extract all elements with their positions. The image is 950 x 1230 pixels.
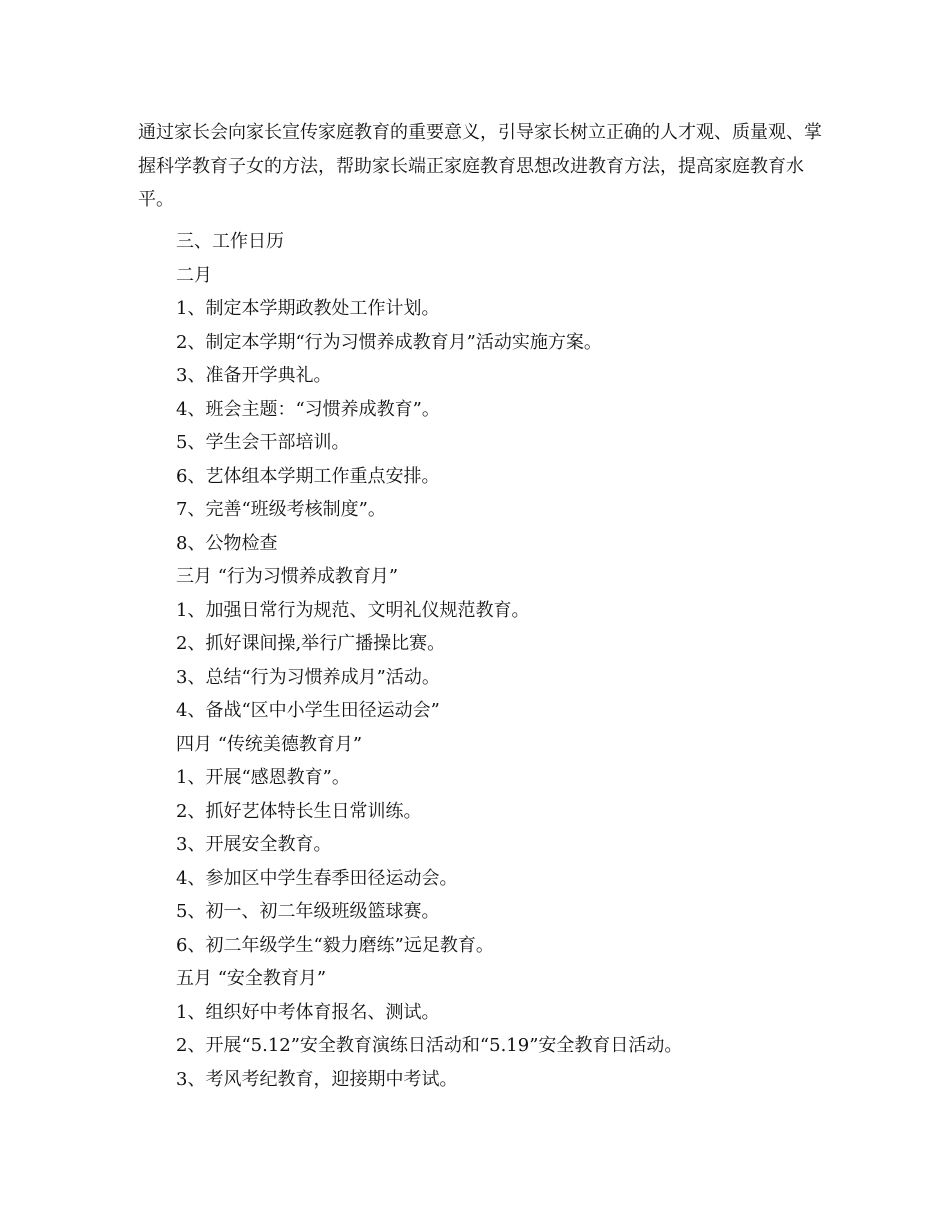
month-heading: 二月 — [176, 264, 212, 286]
list-item: 2、抓好课间操,举行广播操比赛。 — [176, 633, 446, 654]
list-item: 3、总结“行为习惯养成月”活动。 — [176, 666, 440, 688]
list-item: 7、完善“班级考核制度”。 — [176, 499, 386, 520]
list-item: 2、抓好艺体特长生日常训练。 — [176, 800, 422, 822]
section-heading: 三、工作日历 — [176, 231, 284, 252]
month-heading: 四月 “传统美德教育月” — [176, 733, 363, 755]
list-item: 4、参加区中学生春季田径运动会。 — [176, 867, 458, 889]
list-item: 1、加强日常行为规范、文明礼仪规范教育。 — [176, 599, 530, 621]
list-item: 6、艺体组本学期工作重点安排。 — [176, 465, 440, 487]
list-item: 6、初二年级学生“毅力磨练”远足教育。 — [176, 934, 494, 956]
list-item: 2、制定本学期“行为习惯养成教育月”活动实施方案。 — [176, 331, 602, 353]
list-item: 5、初一、初二年级班级篮球赛。 — [176, 901, 440, 922]
list-item: 1、开展“感恩教育”。 — [176, 767, 350, 788]
list-item: 3、准备开学典礼。 — [176, 365, 332, 386]
list-item: 5、学生会干部培训。 — [176, 432, 350, 453]
list-item: 8、公物检查 — [176, 532, 278, 554]
list-item: 4、备战“区中小学生田径运动会” — [176, 700, 440, 721]
work-calendar-list — [176, 225, 876, 1096]
list-item: 1、组织好中考体育报名、测试。 — [176, 1001, 440, 1023]
list-item: 3、开展安全教育。 — [176, 834, 332, 855]
list-item: 1、制定本学期政教处工作计划。 — [176, 298, 440, 319]
intro-paragraph: 通过家长会向家长宣传家庭教育的重要意义，引导家长树立正确的人才观、质量观、掌握科学教育子女的方法，帮助家长端正家庭教育思想改进教育方法，提高家庭教育水平。 — [138, 122, 822, 210]
month-heading: 五月 “安全教育月” — [176, 968, 327, 989]
list-item: 2、开展“5.12”安全教育演练日活动和“5.19”安全教育日活动。 — [176, 1035, 683, 1056]
list-item: 4、班会主题：“习惯养成教育”。 — [176, 398, 440, 420]
month-heading: 三月 “行为习惯养成教育月” — [176, 566, 399, 587]
list-item: 3、考风考纪教育，迎接期中考试。 — [176, 1068, 458, 1090]
